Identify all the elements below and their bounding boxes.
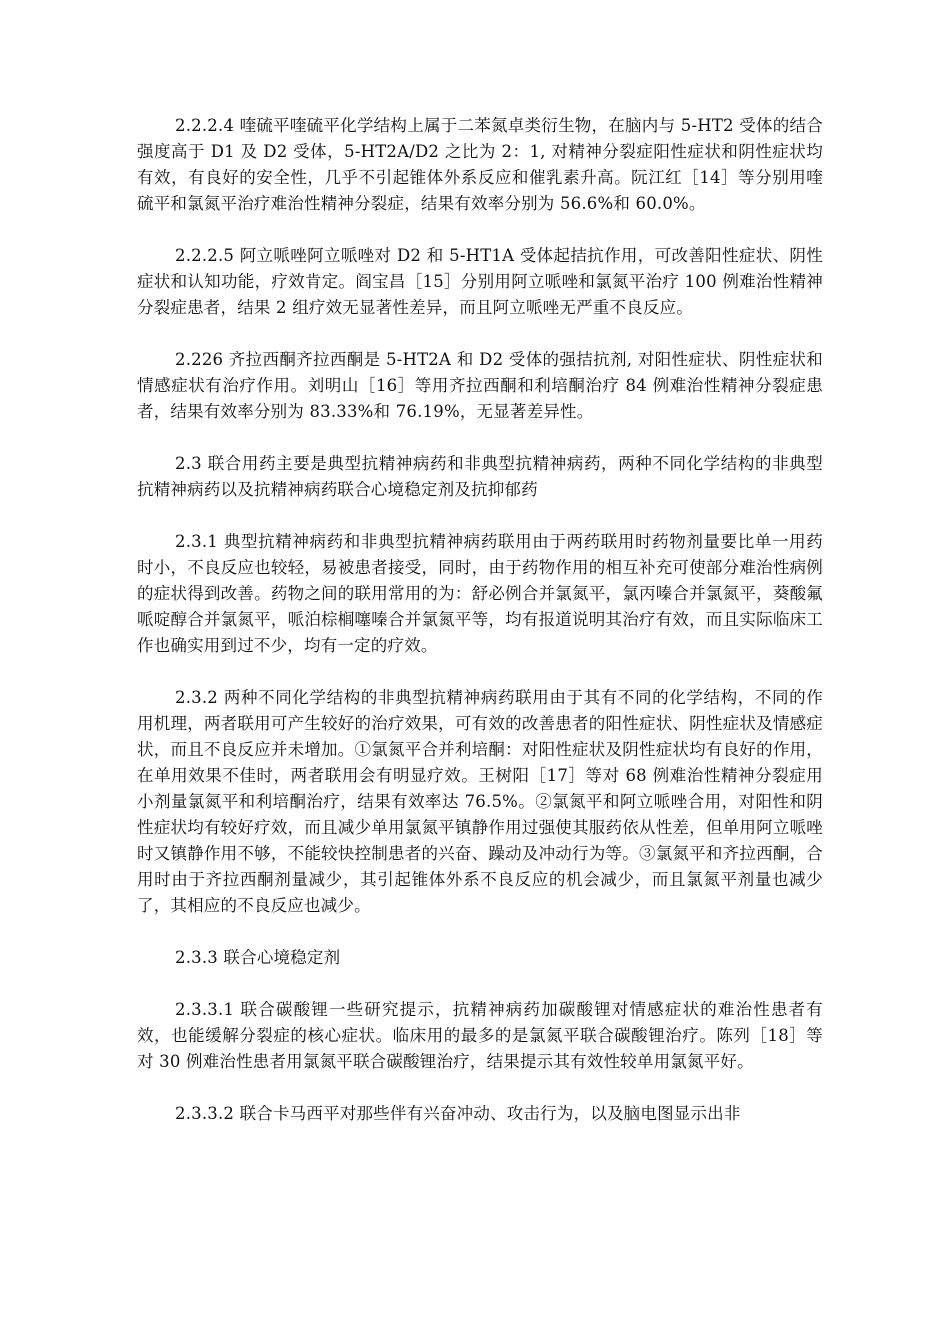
paragraph-2-2-2-4-quetiapine: 2.2.2.4 喹硫平喹硫平化学结构上属于二苯氮卓类衍生物，在脑内与 5-HT2 受体的结合强度高于 D1 及 D2 受体，5-HT2A/D2 之比为 2：1, 对精神分裂症阳性症状和阴性症状均有效，有良好的安全性，几乎不引起锥体外系反应和催乳素升高。阮江红［14］等分别用喹硫平和氯氮平治疗难治性精神分裂症，结果有效率分别为 56.6%和 60.0%。 [137, 116, 823, 213]
paragraph-2-3-2-two-atypical: 2.3.2 两种不同化学结构的非典型抗精神病药联用由于其有不同的化学结构，不同的作用机理，两者联用可产生较好的治疗效果，可有效的改善患者的阳性症状、阴性症状及情感症状，而且不良反应并未增加。①氯氮平合并利培酮：对阳性症状及阴性症状均有良好的作用，在单用效果不佳时，两者联用会有明显疗效。王树阳［17］等对 68 例难治性精神分裂症用小剂量氯氮平和利培酮治疗，结果有效率达 76.5%。②氯氮平和阿立哌唑合用，对阳性和阴性症状均有较好疗效，而且减少单用氯氮平镇静作用过强使其服药依从性差，但单用阿立哌唑时又镇静作用不够，不能较快控制患者的兴奋、躁动及冲动行为等。③氯氮平和齐拉西酮，合用时由于齐拉西酮剂量减少，其引起锥体外系不良反应的机会减少，而且氯氮平剂量也减少了，其相应的不良反应也减少。 [137, 688, 823, 915]
heading-2-3-3-mood-stabilizer: 2.3.3 联合心境稳定剂 [175, 948, 341, 967]
paragraph-2-2-2-6-ziprasidone: 2.226 齐拉西酮齐拉西酮是 5-HT2A 和 D2 受体的强拮抗剂, 对阳性症状、阴性症状和情感症状有治疗作用。刘明山［16］等用齐拉西酮和利培酮治疗 84 例难治性精神分裂症患者，结果有效率分别为 83.33%和 76.19%，无显著差异性。 [137, 350, 823, 421]
paragraph-2-3-3-1-lithium: 2.3.3.1 联合碳酸锂一些研究提示，抗精神病药加碳酸锂对情感症状的难治性患者有效，也能缓解分裂症的核心症状。临床用的最多的是氯氮平联合碳酸锂治疗。陈列［18］等对 30 例难治性患者用氯氮平联合碳酸锂治疗，结果提示其有效性较单用氯氮平好。 [137, 1000, 823, 1071]
document-body [137, 113, 823, 1153]
paragraph-2-3-combination: 2.3 联合用药主要是典型抗精神病药和非典型抗精神病药，两种不同化学结构的非典型抗精神病药以及抗精神病药联合心境稳定剂及抗抑郁药 [137, 454, 823, 499]
paragraph-2-3-1-typical-atypical: 2.3.1 典型抗精神病药和非典型抗精神病药联用由于两药联用时药物剂量要比单一用药时小，不良反应也较轻，易被患者接受，同时，由于药物作用的相互补充可使部分难治性病例的症状得到改善。药物之间的联用常用的为：舒必例合并氯氮平，氯丙嗪合并氯氮平，葵酸氟哌啶醇合并氯氮平，哌泊棕榈噻嗪合并氯氮平等，均有报道说明其治疗有效，而且实际临床工作也确实用到过不少，均有一定的疗效。 [137, 532, 823, 655]
paragraph-2-3-3-2-carbamazepine: 2.3.3.2 联合卡马西平对那些伴有兴奋冲动、攻击行为，以及脑电图显示出非 [175, 1104, 741, 1123]
paragraph-2-2-2-5-aripiprazole: 2.2.2.5 阿立哌唑阿立哌唑对 D2 和 5-HT1A 受体起拮抗作用，可改善阳性症状、阴性症状和认知功能，疗效肯定。阎宝昌［15］分别用阿立哌唑和氯氮平治疗 100 例难治性精神分裂症患者，结果 2 组疗效无显著性差异，而且阿立哌唑无严重不良反应。 [137, 246, 823, 317]
